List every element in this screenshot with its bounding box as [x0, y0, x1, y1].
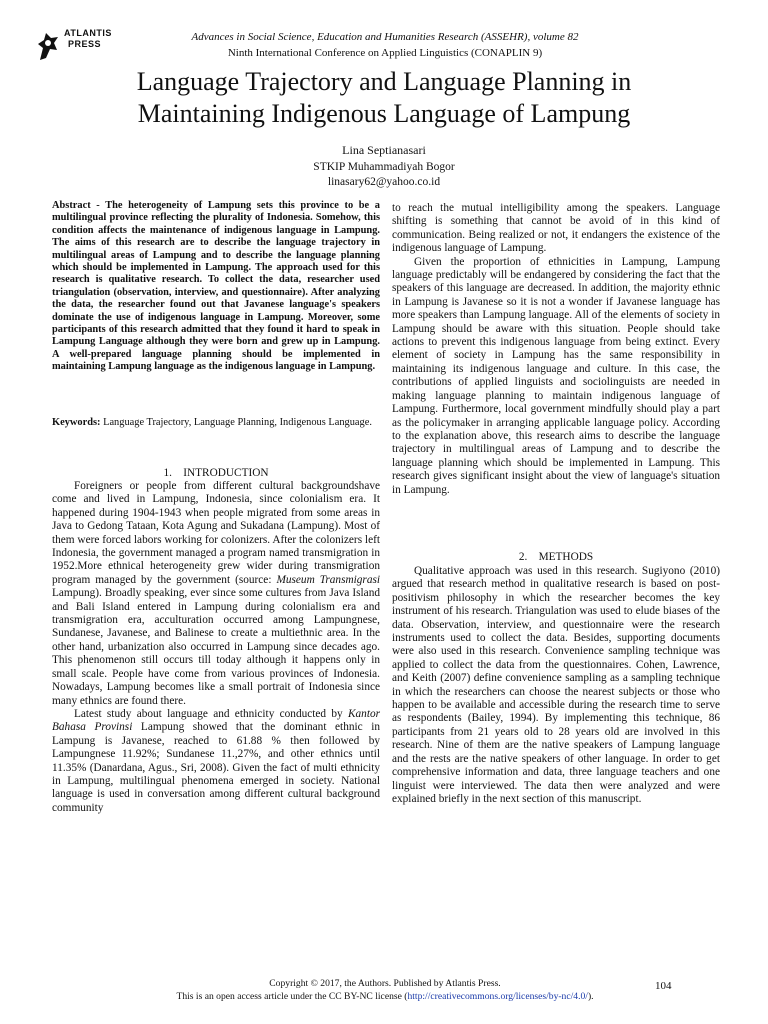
logo-line-1: ATLANTIS — [64, 28, 112, 38]
intro-p1-italic: Museum Transmigrasi — [276, 573, 380, 586]
introduction-body — [52, 480, 380, 815]
title-line-2: Maintaining Indigenous Language of Lampung — [137, 99, 631, 128]
license-notice — [100, 991, 670, 1003]
license-link[interactable]: http://creativecommons.org/licenses/by-nc/4.0/ — [407, 991, 588, 1002]
intro-paragraph-2 — [52, 708, 380, 815]
paper-title — [40, 66, 728, 130]
intro-p2-text-a: Latest study about language and ethnicity conducted by — [74, 707, 348, 720]
abstract: Abstract - The heterogeneity of Lampung sets this province to be a multilingual province reflecting the plurality of Indonesia. Somehow, this condition affects the maintenance of indigenous language in Lampung. The aims of this research are to describe the language trajectory in multilingual areas of Lampung and to describe the language planning which should be implemented in Lampung. The approach used for this research is qualitative research. To collect the data, researcher used triangulation (observation, interview, and questionnaire). After analyzing the data, the researcher found out that Javanese language's speakers dominate the use of indigenous language in Lampung. Moreover, some participants of this research admitted that they found it hard to speak in Lampung Language although they were born and grew up in Lampung. A well-prepared language planning should be implemented in maintaining Lampung language as the indigenous language in Lampung. — [52, 200, 380, 373]
methods-paragraph-1: Qualitative approach was used in this research. Sugiyono (2010) argued that research method in qualitative research is based on post-positivism philosophy in which the researcher becomes the key instrument of his research. Triangulation was used to elude biases of the data. Observation, interview, and questionnaire were the research instruments used to collect the data. Besides, supporting documents were also used in this research. Convenience sampling technique was applied to collect the data from the questionnaires. Cohen, Lawrence, and Keith (2007) define convenience sampling as a sampling technique in which the researchers can choose the nearest subjects or those who happen to be available and accessible during the research time to serve as respondents (Bailey, 1994). By implementing this technique, 86 participants from 21 years old to 28 years old are involved in this research. Nine of them are the native speakers of Lampung language and the rests are the native speakers of other language. In order to get comprehensive information and data, three language teachers and one linguist were interviewed. The data then were analyzed and were explained briefly in the next section of this manuscript. — [392, 565, 720, 805]
conference-name: Ninth International Conference on Applied Linguistics (CONAPLIN 9) — [227, 47, 543, 59]
intro-p1-text-a: Foreigners or people from different cultural backgroundshave come and lived in Lampung, Indonesia, since colonialism era. It happened during 1904-1943 when people migrated from some areas in Java to Gedong Tataan, Kota Agung and Sukadana (Lampung). Most of them were forced labors working for colonizers. After the colonizers left Indonesia, the government managed a program named transmigration in 1952.More ethnical heterogeneity grew wider during transmigration program managed by the government (source: — [52, 480, 380, 586]
author-email: linasary62@yahoo.co.id — [327, 176, 441, 188]
methods-body — [392, 565, 720, 806]
introduction-heading: 1. INTRODUCTION — [163, 467, 269, 479]
intro-p2-text-b: Lampung showed that the dominant ethnic in Lampung is Javanese, reached to 61.88 % then followed by Lampungnese 11.92%; Sundanese 11.,27%, and other ethnics until 11.35% (Danardana, Agus., Sri, 2008). Given the fact of multi ethnicity in Lampung, multilingual phenomena emerged in society. National language is used in conversation among different cultural background community — [52, 721, 381, 814]
right-paragraph-1: to reach the mutual intelligibility among the speakers. Language shifting is something that cannot be avoid of in this kind of communication. Being realized or not, it endangers the existence of the indigenous language of Lampung. — [392, 202, 720, 255]
intro-paragraph-1 — [52, 480, 380, 708]
keywords — [52, 417, 380, 429]
intro-p1-text-b: Lampung). Broadly speaking, ever since some cultures from Java Island and Bali Island entered in Lampung during colonialism era and transmigration era, acculturation occurred among Lampungnese, Sundanese, Javanese, and Balinese to create a multiethnic area. In the other hand, urbanization also occurred in Lampung since decades ago. This phenomenon still occurs till today although it happens only in small scale. People have come from various provinces of Indonesia. Nowadays, Lampung becomes like a small portrait of Indonesia since many ethnics are found there. — [52, 587, 380, 707]
page-number: 104 — [655, 980, 672, 992]
intro-p2-italic: Kantor Bahasa Provinsi — [52, 707, 380, 734]
atlantis-logo-icon — [34, 30, 60, 62]
license-text-b: ). — [587, 991, 594, 1002]
copyright-notice: Copyright © 2017, the Authors. Published by Atlantis Press. — [269, 978, 501, 989]
license-text-a: This is an open access article under the CC BY-NC license ( — [176, 991, 408, 1002]
keywords-label: Keywords: — [52, 417, 101, 428]
logo-line-2: PRESS — [68, 39, 102, 49]
author-name: Lina Septianasari — [342, 143, 426, 157]
methods-heading: 2. METHODS — [518, 551, 594, 563]
logo-text — [64, 28, 112, 50]
keywords-text: Language Trajectory, Language Planning, Indigenous Language. — [103, 417, 372, 428]
author-affiliation: STKIP Muhammadiyah Bogor — [313, 161, 455, 173]
title-line-1: Language Trajectory and Language Planning in — [136, 67, 632, 96]
introduction-continued — [392, 202, 720, 497]
atlantis-press-logo — [34, 28, 134, 64]
journal-name: Advances in Social Science, Education and Humanities Research (ASSEHR), volume 82 — [191, 31, 579, 43]
right-paragraph-2: Given the proportion of ethnicities in Lampung, Lampung language predictably will be endangered by considering the fact that the speakers of this language are decreased. In addition, the majority ethnic in Lampung is Javanese so it is not a wonder if Javanese language has more speakers than Lampung language. All of the elements of society in Lampung should be aware with this situation. People should take actions to prevent this indigenous language from being extinct. Every element of society in Lampung has the same responsibility in maintaining its indigenous language and culture. In this case, the contributions of applied linguists and sociolinguists are needed in making language planning to maintain indigenous language of Lampung. Furthermore, local government mindfully should play a part as the policymaker in arranging applicable language policy. According to the explanation above, this research aims to describe the language trajectory in multilingual areas of Lampung and to describe the language planning which should be implemented in Lampung. This research gives significant insight about the view of language's situation in Lampung. — [392, 255, 720, 496]
